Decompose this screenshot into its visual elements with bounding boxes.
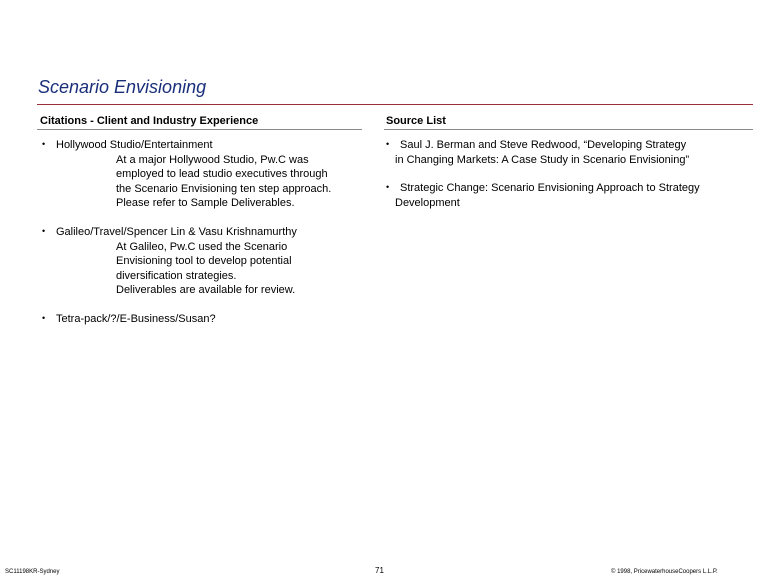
source-text: Strategic Change: Scenario Envisioning Approach to Strategy [400, 182, 700, 194]
citation-heading-line [42, 311, 216, 327]
citation-line: Please refer to Sample Deliverables. [116, 197, 295, 209]
source-list-header: Source List [386, 115, 446, 127]
citation-line: At Galileo, Pw.C used the Scenario [116, 240, 288, 253]
citation-heading: Tetra-pack/?/E-Business/Susan? [56, 313, 216, 325]
citation-galileo [42, 224, 297, 298]
source-text: Saul J. Berman and Steve Redwood, “Developing Strategy [400, 139, 687, 151]
citations-header: Citations - Client and Industry Experience [40, 115, 259, 127]
citation-line: employed to lead studio executives through [116, 168, 328, 180]
citation-tetra-pack [42, 311, 216, 327]
citation-heading-line [42, 137, 331, 153]
citation-line: At a major Hollywood Studio, Pw.C was [116, 153, 309, 166]
citation-heading-line [42, 224, 297, 240]
bullet-icon: • [42, 313, 46, 323]
citation-line: Deliverables are available for review. [116, 284, 296, 296]
footer-copyright: © 1998, PricewaterhouseCoopers L.L.P. [611, 569, 718, 575]
citation-line: diversification strategies. [116, 269, 237, 282]
citation-heading: Hollywood Studio/Entertainment [56, 139, 213, 151]
bullet-icon: • [42, 139, 46, 149]
source-strategic-change [386, 180, 700, 210]
source-line: Development [395, 196, 460, 209]
page-title: Scenario Envisioning [38, 77, 207, 97]
citation-line: the Scenario Envisioning ten step approach. [116, 182, 332, 195]
source-line: in Changing Markets: A Case Study in Scenario Envisioning” [395, 153, 690, 166]
citation-heading: Galileo/Travel/Spencer Lin & Vasu Krishnamurthy [56, 226, 297, 238]
source-list-header-underline [384, 129, 753, 130]
citation-line: Envisioning tool to develop potential [116, 255, 292, 267]
bullet-icon: • [386, 182, 390, 192]
source-berman-redwood [386, 137, 689, 167]
source-line [386, 180, 700, 196]
page-number: 71 [375, 566, 384, 575]
title-rule [37, 104, 753, 105]
bullet-icon: • [42, 226, 46, 236]
bullet-icon: • [386, 139, 390, 149]
citations-header-underline [37, 129, 362, 130]
footer-document-code: SC11198KR-Sydney [5, 569, 60, 575]
source-line [386, 137, 689, 153]
citation-hollywood [42, 137, 331, 211]
